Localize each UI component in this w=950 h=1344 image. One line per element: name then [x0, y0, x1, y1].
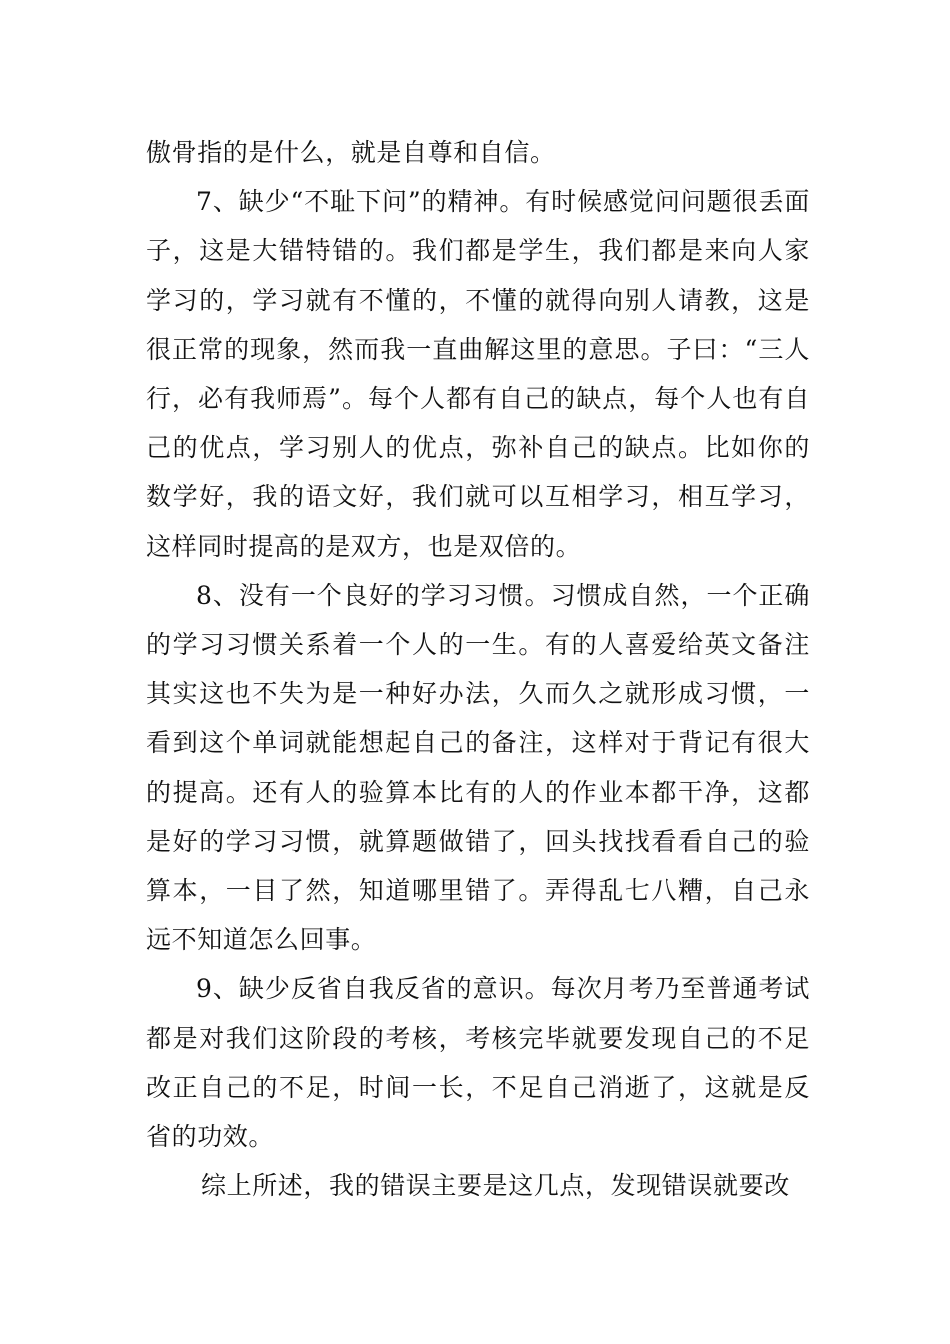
paragraph-point-9: 9、缺少反省自我反省的意识。每次月考乃至普通考试都是对我们这阶段的考核，考核完毕就要发现自己的不足改正自己的不足，时间一长，不足自己消逝了，这就是反省的功效。 — [146, 974, 810, 1152]
paragraph-continuation: 傲骨指的是什么，就是自尊和自信。 — [146, 138, 556, 167]
document-body — [146, 128, 810, 1210]
paragraph-point-8: 8、没有一个良好的学习习惯。习惯成自然，一个正确的学习习惯关系着一个人的一生。有的人喜爱给英文备注其实这也不失为是一种好办法，久而久之就形成习惯，一看到这个单词就能想起自己的备注，这样对于背记有很大的提高。还有人的验算本比有的人的作业本都干净，这都是好的学习习惯，就算题做错了，回头找找看看自己的验算本，一目了然，知道哪里错了。弄得乱七八糟，自己永远不知道怎么回事。 — [146, 580, 810, 955]
paragraph-conclusion: 综上所述，我的错误主要是这几点，发现错误就要改 — [201, 1171, 790, 1201]
paragraph-point-7: 7、缺少“不耻下问”的精神。有时候感觉问问题很丢面子，这是大错特错的。我们都是学生，我们都是来向人家学习的，学习就有不懂的，不懂的就得向别人请教，这是很正常的现象，然而我一直曲解这里的意思。子曰：“三人行，必有我师焉”。每个人都有自己的缺点，每个人也有自己的优点，学习别人的优点，弥补自己的缺点。比如你的数学好，我的语文好，我们就可以互相学习，相互学习，这样同时提高的是双方，也是双倍的。 — [146, 187, 810, 561]
